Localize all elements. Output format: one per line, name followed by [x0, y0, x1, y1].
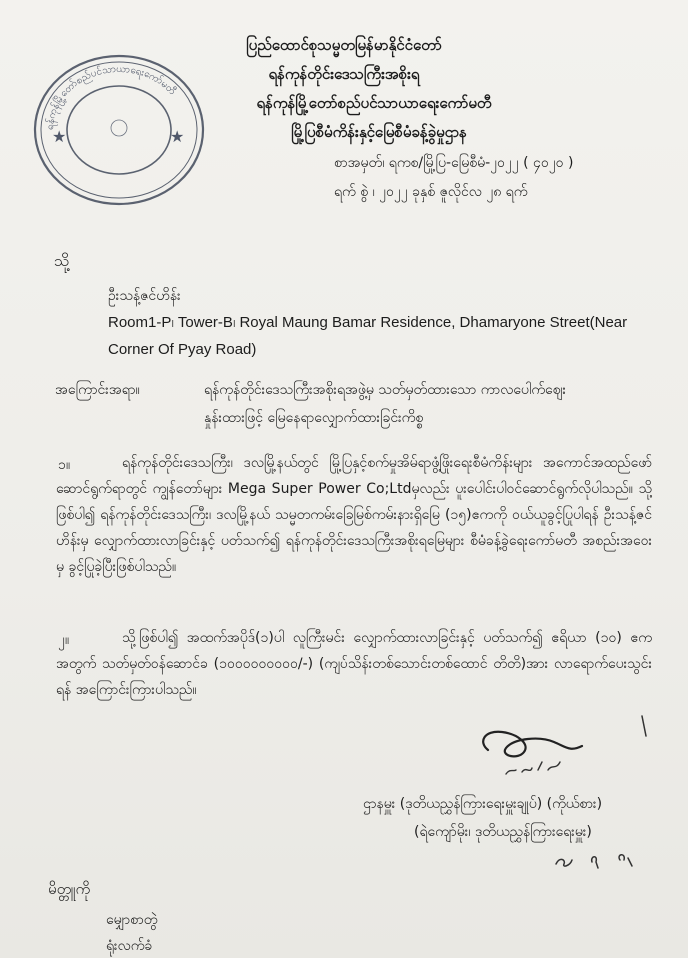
handwritten-signature — [470, 712, 620, 792]
copy-item-office: ရုံးလက်ခံ — [106, 938, 153, 954]
signatory-name: (ရဲကျော်မိုး၊ ဒုတိယညွှန်ကြားရေးမှူး) — [414, 824, 592, 840]
letterhead-line-2: ရန်ကုန်တိုင်းဒေသကြီးအစိုးရ — [268, 65, 420, 83]
paragraph-1-text: ရန်ကုန်တိုင်းဒေသကြီး၊ ဒလမြို့နယ်တွင် မြို့ပြနှင့်စက်မှုအိမ်ရာဖွံ့ဖြိုးရေးစီမံကိန်းများ အကောင်အထည်ဖော် ဆောင်ရွက်ရာတွင် ကျွန်တော်များ Mega Super Power Co;Ltdမှလည်း ပူးပေါင်းပါဝင်ဆောင်ရွက်လိုပါသည်။ သို့ဖြစ်ပါ၍ ရန်ကုန်တိုင်းဒေသကြီး၊ ဒလမြို့နယ် သမ္မတကမ်းခြေမြစ်ကမ်းနားရှိမြေ (၁၅)ဧကကို ဝယ်ယူခွင့်ပြုပါရန် ဦးသန့်ဇင်ဟိန်းမှ လျှောက်ထားလာခြင်းနှင့် ပတ်သက်၍ ရန်ကုန်တိုင်းဒေသကြီးအစိုးရမြေများ စီမံခန့်ခွဲရေးကော်မတီ အစည်းအဝေးမှ ခွင့်ပြုခဲ့ပြီးဖြစ်ပါသည်။ — [56, 455, 652, 575]
svg-text:★: ★ — [170, 127, 185, 146]
letterhead-line-1: ပြည်ထောင်စုသမ္မတမြန်မာနိုင်ငံတော် — [246, 36, 442, 54]
recipient-address-2: Corner Of Pyay Road) — [108, 341, 257, 358]
paragraph-2-text: သို့ဖြစ်ပါ၍ အထက်အပိုဒ်(၁)ပါ လူကြီးမင်း လျှောက်ထားလာခြင်းနှင့် ပတ်သက်၍ ဧရိယာ (၁၀) ဧကအတွက် သတ်မှတ်ဝန်ဆောင်ခ (၁၀၀၀၀၀၀၀၀၀/-) (ကျပ်သိန်းတစ်သောင်းတစ်ထောင် တိတိ)အား လာရောက်ပေးသွင်းရန် အကြောင်းကြားပါသည်။ — [56, 630, 652, 698]
letterhead-line-3: ရန်ကုန်မြို့တော်စည်ပင်သာယာရေးကော်မတီ — [256, 94, 492, 112]
pen-mark — [636, 712, 656, 742]
paragraph-1-number: ၁။ — [58, 457, 71, 473]
handwritten-initials — [550, 846, 640, 872]
signatory-title: ဌာနမှူး (ဒုတိယညွှန်ကြားရေးမှူးချုပ်) (ကိုယ်စား) — [363, 796, 603, 812]
svg-text:★: ★ — [52, 127, 67, 146]
copy-to-label: မိတ္တူကို — [48, 880, 91, 898]
letter-number: စာအမှတ်၊ ရကစ/မြို့ပြ-မြေစီမံ-၂၀၂၂ ( ၄၀၂၀ ) — [334, 155, 574, 171]
to-label: သို့ — [54, 251, 70, 270]
paragraph-2-number: ၂။ — [58, 632, 70, 648]
letterhead-line-4: မြို့ပြစီမံကိန်းနှင့်မြေစီမံခန့်ခွဲမှုဌာန — [291, 123, 467, 141]
subject-label: အကြောင်းအရာ။ — [55, 382, 140, 398]
recipient-name: ဦးသန့်ဇင်ဟိန်း — [108, 288, 181, 304]
subject-line-2: နှုန်းထားဖြင့် မြေနေရာလျှောက်ထားခြင်းကိစ္စ — [204, 410, 424, 426]
copy-item-file: မျှောစာတွဲ — [106, 912, 158, 928]
letter-date: ရက် စွဲ ၊ ၂၀၂၂ ခုနှစ် ဇူလိုင်လ ၂၈ ရက် — [334, 184, 528, 200]
seal-ring-text: ရန်ကုန်မြို့တော်စည်ပင်သာယာရေးကော်မတီ — [44, 63, 178, 131]
subject-line-1: ရန်ကုန်တိုင်းဒေသကြီးအစိုးရအဖွဲ့မှ သတ်မှတ်ထားသော ကာလပေါက်ဈေး — [204, 382, 567, 398]
recipient-address-1: Room1-P၊ Tower-B၊ Royal Maung Bamar Residence, Dhamaryone Street(Near — [108, 314, 628, 331]
